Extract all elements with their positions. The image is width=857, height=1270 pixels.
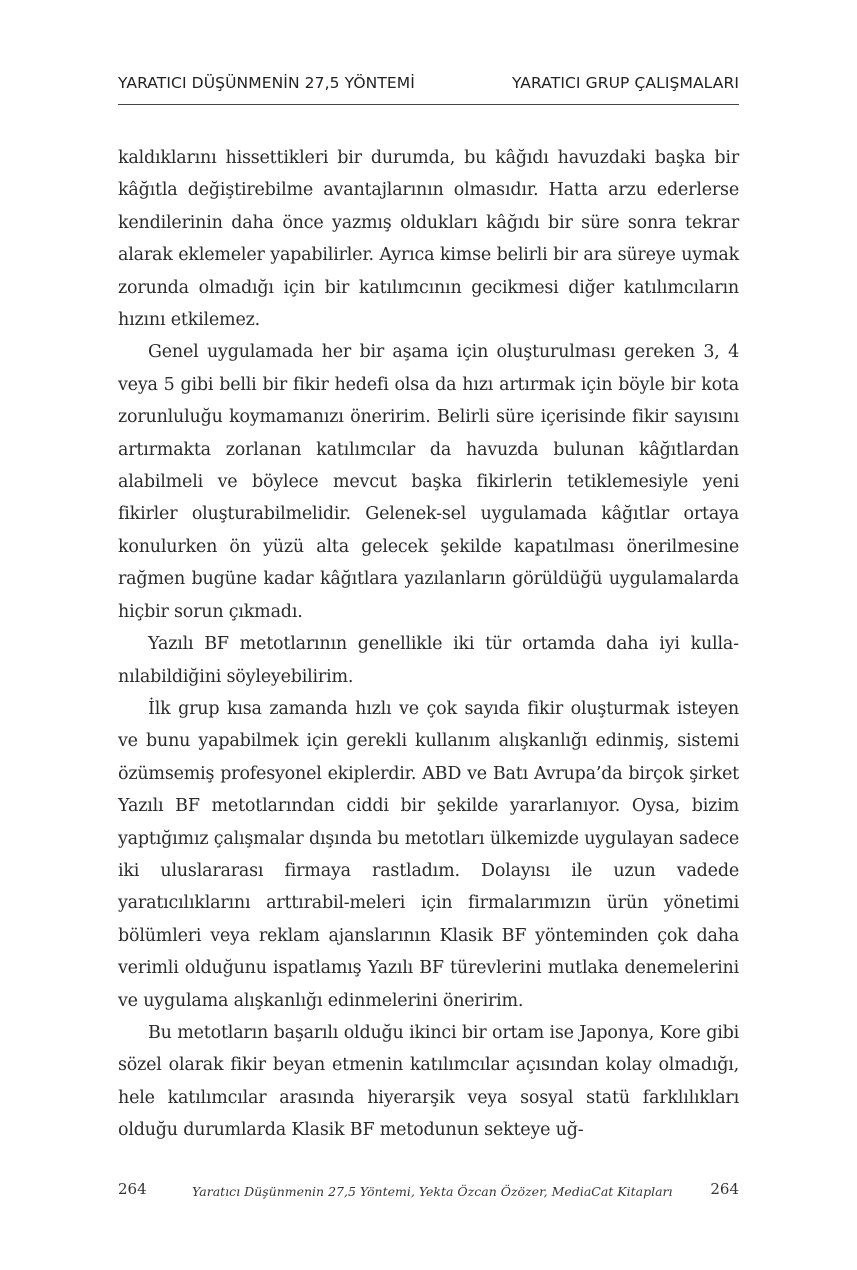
page-footer	[118, 1180, 739, 1210]
paragraph-2: Genel uygulamada her bir aşama için oluşturulması gereken 3, 4 veya 5 gibi belli bir fikir hedefi olsa da hızı artırmak için böyle bir kota zorunluluğu koymamanızı öneririm. Belirli süre içerisinde fikir sayısını artırmakta zorlanan katılımcılar da havuzda bulunan kâğıtlardan alabilmeli ve böylece mevcut başka fikirlerin tetiklemesiyle yeni fikirler oluşturabilmelidir. Gelenek-sel uygulamada kâğıtlar ortaya konulurken ön yüzü alta gelecek şekilde kapatılması önerilmesine rağmen bugüne kadar kâğıtlara yazılanların görüldüğü uygulamalarda hiçbir sorun çıkmadı.	[118, 342, 739, 622]
running-header	[118, 74, 739, 102]
paragraph-5: Bu metotların başarılı olduğu ikinci bir ortam ise Japonya, Kore gibi sözel olarak fikir beyan etmenin katılımcılar açısından kolay olmadığı, hele katılımcılar arasında hiyerarşik veya sosyal statü farklılıkları olduğu durumlarda Klasik BF metodunun sekteye uğ-	[118, 1022, 739, 1141]
chapter-title-header: YARATICI GRUP ÇALIŞMALARI	[511, 74, 739, 92]
paragraph-4: İlk grup kısa zamanda hızlı ve çok sayıda fikir oluşturmak isteyen ve bunu yapabilmek için gerekli kullanım alışkanlığı edinmiş, sistemi özümsemiş profesyonel ekiplerdir. ABD ve Batı Avrupa’da birçok şirket Yazılı BF metotlarından ciddi bir şekilde yararlanıyor. Oysa, bizim yaptığımız çalışmalar dışında bu metotları ülkemizde uygulayan sadece iki uluslararası firmaya rastladım. Dolayısı ile uzun vadede yaratıcılıklarını arttırabil-meleri için firmalarımızın ürün yönetimi bölümleri veya reklam ajanslarının Klasik BF yönteminden çok daha verimli olduğunu ispatlamış Yazılı BF türevlerini mutlaka denemelerini ve uygulama alışkanlığı edinmelerini öneririm.	[118, 698, 739, 1011]
page-number-right: 264	[710, 1180, 739, 1198]
paragraph-3: Yazılı BF metotlarının genellikle iki tür ortamda daha iyi kullanılabildiğini söyleyebilirim.	[118, 634, 739, 687]
book-title-header: YARATICI DÜŞÜNMENİN 27,5 YÖNTEMİ	[118, 74, 415, 92]
body-text	[118, 142, 739, 1147]
paragraph-1: kaldıklarını hissettikleri bir durumda, bu kâğıdı havuzdaki başka bir kâğıtla değiştirebilme avantajlarının olmasıdır. Hatta arzu ederlerse kendilerinin daha önce yazmış oldukları kâğıdı bir süre sonra tekrar alarak eklemeler yapabilirler. Ayrıca kimse belirli bir ara süreye uymak zorunda olmadığı için bir katılımcının gecikmesi diğer katılımcıların hızını etkilemez.	[118, 148, 739, 331]
page-number-left: 264	[118, 1180, 147, 1198]
footer-credit: Yaratıcı Düşünmenin 27,5 Yöntemi, Yekta Özcan Özözer, MediaCat Kitapları	[192, 1184, 673, 1199]
header-rule	[118, 104, 739, 105]
